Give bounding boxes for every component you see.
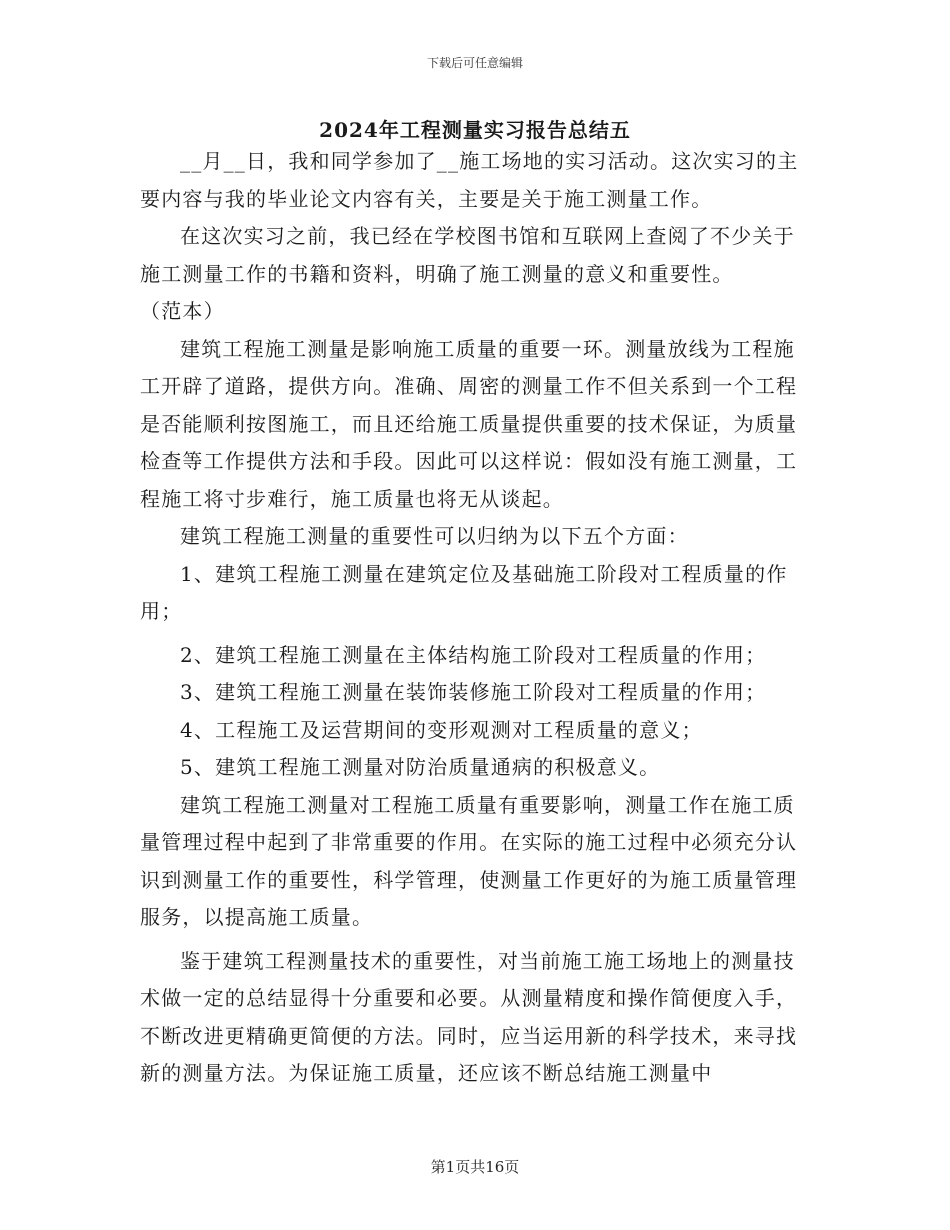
- page-header-note: 下载后可任意编辑: [426, 56, 523, 70]
- document-title: 2024年工程测量实习报告总结五: [319, 118, 631, 142]
- list-item-aspect-2: 2、建筑工程施工测量在主体结构施工阶段对工程质量的作用；: [180, 642, 767, 667]
- list-item-aspect-4: 4、工程施工及运营期间的变形观测对工程质量的意义；: [180, 717, 703, 742]
- list-item-aspect-3: 3、建筑工程施工测量在装饰装修施工阶段对工程质量的作用；: [180, 680, 767, 704]
- page-number: 第1页共16页: [430, 1158, 520, 1176]
- paragraph-internship-intro: __月__日，我和同学参加了__施工场地的实习活动。这次实习的主要内容与我的毕业论文内容有关，主要是关于施工测量工作。: [140, 149, 799, 211]
- paragraph-technique-summary: 鉴于建筑工程测量技术的重要性，对当前施工施工场地上的测量技术做一定的总结显得十分重要和必要。从测量精度和操作简便度入手，不断改进更精确更简便的方法。同时，应当运用新的科学技术，来寻找新的测量方法。为保证施工质量，还应该不断总结施工测量中: [140, 948, 798, 1085]
- list-item-aspect-5: 5、建筑工程施工测量对防治质量通病的积极意义。: [180, 755, 661, 779]
- paragraph-template-note: （范本）: [140, 299, 225, 323]
- document-body: [140, 143, 810, 1093]
- paragraph-quality-impact: 建筑工程施工测量对工程施工质量有重要影响，测量工作在施工质量管理过程中起到了非常重要的作用。在实际的施工过程中必须充分认识到测量工作的重要性，科学管理，使测量工作更好的为施工质量管理服务，以提高施工质量。: [140, 792, 798, 929]
- list-item-aspect-1: 1、建筑工程施工测量在建筑定位及基础施工阶段对工程质量的作用；: [140, 561, 788, 623]
- paragraph-five-aspects-intro: 建筑工程施工测量的重要性可以归纳为以下五个方面：: [180, 524, 689, 548]
- paragraph-measurement-importance: 建筑工程施工测量是影响施工质量的重要一环。测量放线为工程施工开辟了道路，提供方向。准确、周密的测量工作不但关系到一个工程是否能顺利按图施工，而且还给施工质量提供重要的技术保证，为质量检查等工作提供方法和手段。因此可以这样说：假如没有施工测量，工程施工将寸步难行，施工质量也将无从谈起。: [140, 336, 798, 511]
- paragraph-prior-research: 在这次实习之前，我已经在学校图书馆和互联网上查阅了不少关于施工测量工作的书籍和资料，明确了施工测量的意义和重要性。: [140, 224, 795, 286]
